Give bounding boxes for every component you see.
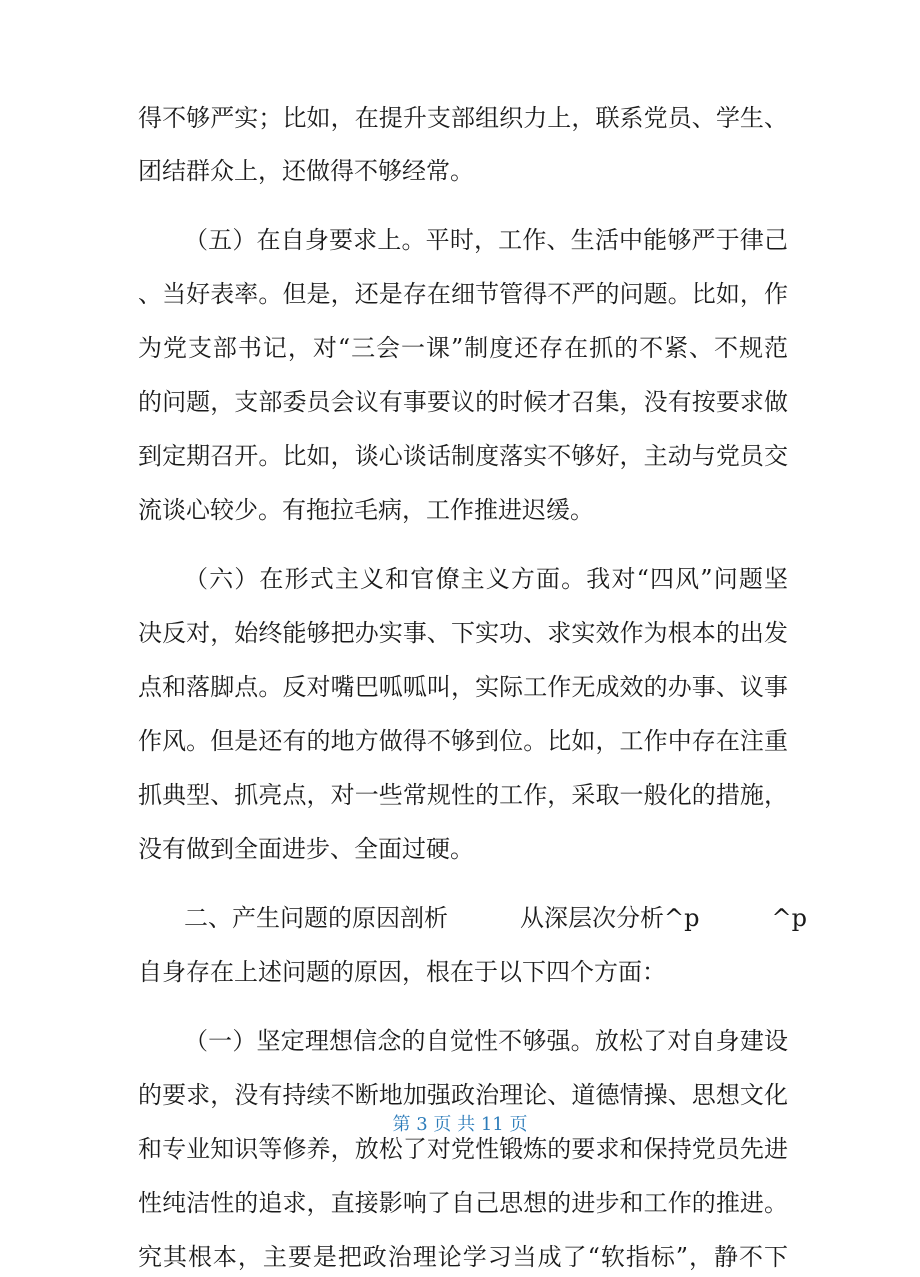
- text-line-7: 到定期召开。比如，谈心谈话制度落实不够好，主动与党员交: [138, 442, 788, 470]
- text-line-20: 性纯洁性的追求，直接影响了自己思想的进步和工作的推进。: [138, 1189, 788, 1217]
- text-line-13: 抓典型、抓亮点，对一些常规性的工作，采取一般化的措施，: [138, 781, 788, 809]
- text-line-1: 得不够严实；比如，在提升支部组织力上，联系党员、学生、: [138, 104, 788, 132]
- text-line-19: 和专业知识等修养，放松了对党性锻炼的要求和保持党员先进: [138, 1135, 788, 1163]
- text-line-9: （六）在形式主义和官僚主义方面。我对“四风”问题坚: [184, 565, 788, 593]
- text-line-10: 决反对，始终能够把办实事、下实功、求实效作为根本的出发: [138, 619, 788, 647]
- text-line-14: 没有做到全面进步、全面过硬。: [138, 835, 474, 863]
- text-line-11: 点和落脚点。反对嘴巴呱呱叫，实际工作无成效的办事、议事: [138, 673, 788, 701]
- text-line-18: 的要求，没有持续不断地加强政治理论、道德情操、思想文化: [138, 1081, 788, 1109]
- text-line-4: 、当好表率。但是，还是存在细节管得不严的问题。比如，作: [138, 280, 788, 308]
- text-line-16: 自身存在上述问题的原因，根在于以下四个方面：: [138, 958, 666, 986]
- text-line-21: 究其根本，主要是把政治理论学习当成了“软指标”，静不下: [138, 1243, 788, 1271]
- section-heading: 二、产生问题的原因剖析 从深层次分析^p ^p: [184, 904, 807, 932]
- text-line-5: 为党支部书记，对“三会一课”制度还存在抓的不紧、不规范: [138, 334, 788, 362]
- text-line-3: （五）在自身要求上。平时，工作、生活中能够严于律己: [184, 226, 788, 254]
- text-line-6: 的问题，支部委员会议有事要议的时候才召集，没有按要求做: [138, 388, 788, 416]
- text-line-12: 作风。但是还有的地方做得不够到位。比如，工作中存在注重: [138, 727, 788, 755]
- text-line-17: （一）坚定理想信念的自觉性不够强。放松了对自身建设: [184, 1027, 788, 1055]
- text-line-2: 团结群众上，还做得不够经常。: [138, 157, 474, 185]
- page-number-footer: 第 3 页 共 11 页: [392, 1114, 528, 1135]
- text-line-8: 流谈心较少。有拖拉毛病，工作推进迟缓。: [138, 496, 594, 524]
